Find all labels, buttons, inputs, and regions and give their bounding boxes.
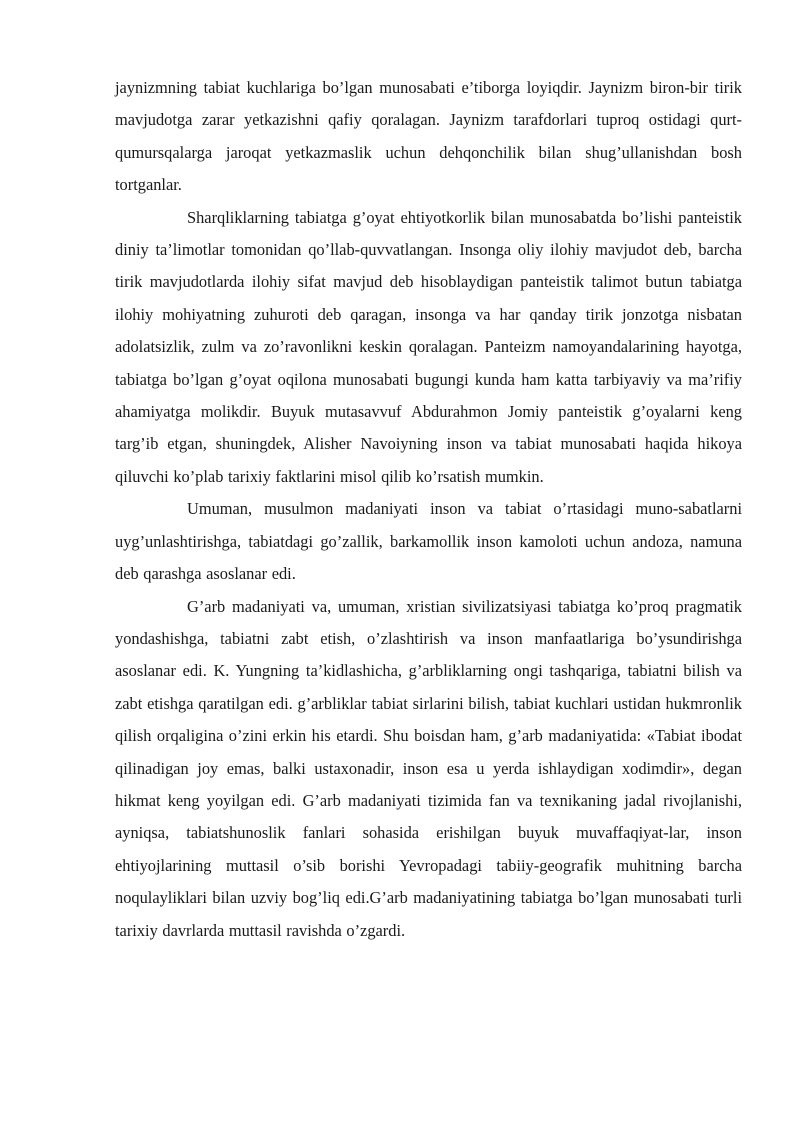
paragraph-panteizm: Sharqliklarning tabiatga g’oyat ehtiyotkorlik bilan munosabatda bo’lishi panteistik diniy ta’limotlar tomonidan qo’llab-quvvatlangan. Insonga oliy ilohiy mavjudot deb, barcha tirik mavjudotlarda ilohiy sifat mavjud deb hisoblaydigan panteistik talimot butun tabiatga ilohiy mohiyatning zuhuroti deb qaragan, insonga va har qanday tirik jonzotga nisbatan adolatsizlik, zulm va zo’ravonlikni keskin qoralagan. Panteizm namoyandalarining hayotga, tabiatga bo’lgan g’oyat oqilona munosabati bugungi kunda ham katta tarbiyaviy va ma’rifiy ahamiyatga molikdir. Buyuk mutasavvuf Abdurahmon Jomiy panteistik g’oyalarni keng targ’ib etgan, shuningdek, Alisher Navoiyning inson va tabiat munosabati haqida hikoya qiluvchi ko’plab tarixiy faktlarini misol qilib ko’rsatish mumkin.: [115, 207, 742, 486]
document-page: [115, 72, 742, 947]
paragraph-jaynizm: jaynizmning tabiat kuchlariga bo’lgan munosabati e’tiborga loyiqdir. Jaynizm biron-bir tirik mavjudotga zarar yetkazishni qafiy qoralagan. Jaynizm tarafdorlari tuproq ostidagi qurt-qumursqalarga jaroqat yetkazmaslik uchun dehqonchilik bilan shug’ullanishdan bosh tortganlar.: [115, 78, 742, 195]
paragraph-musulmon-madaniyati: Umuman, musulmon madaniyati inson va tabiat o’rtasidagi muno-sabatlarni uyg’unlashtirishga, tabiatdagi go’zallik, barkamollik inson kamoloti uchun andoza, namuna deb qarashga asoslanar edi.: [115, 499, 742, 584]
paragraph-garb-madaniyati: G’arb madaniyati va, umuman, xristian sivilizatsiyasi tabiatga ko’proq pragmatik yondashishga, tabiatni zabt etish, o’zlashtirish va inson manfaatlariga bo’ysundirishga asoslanar edi. K. Yungning ta’kidlashicha, g’arbliklarning ongi tashqariga, tabiatni bilish va zabt etishga qaratilgan edi. g’arbliklar tabiat sirlarini bilish, tabiat kuchlari ustidan hukmronlik qilish orqaligina o’zini erkin his etardi. Shu boisdan ham, g’arb madaniyatida: «Tabiat ibodat qilinadigan joy emas, balki ustaxonadir, inson esa u yerda ishlaydigan xodimdir», degan hikmat keng yoyilgan edi. G’arb madaniyati tizimida fan va texnikaning jadal rivojlanishi, ayniqsa, tabiatshunoslik fanlari sohasida erishilgan buyuk muvaffaqiyat-lar, inson ehtiyojlarining muttasil o’sib borishi Yevropadagi tabiiy-geografik muhitning barcha noqulayliklari bilan uzviy bog’liq edi.G’arb madaniyatining tabiatga bo’lgan munosabati turli tarixiy davrlarda muttasil ravishda o’zgardi.: [115, 596, 742, 940]
